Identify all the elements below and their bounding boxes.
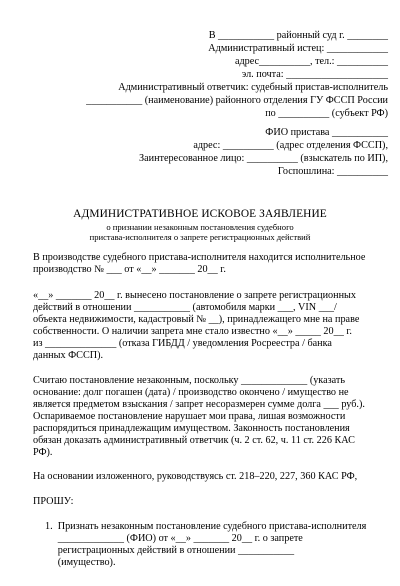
paragraph-3-line-5: распорядиться принадлежащим имуществом. Законность постановления [33, 423, 350, 434]
plaintiff-line: Административный истец: ____________ [208, 43, 388, 54]
bailiff-address-line: адрес: __________ (адрес отделения ФССП), [193, 140, 388, 151]
bailiff-name-line: ФИО пристава ___________ [265, 127, 388, 138]
paragraph-1-line-2: производство № ___ от «__» _______ 20__ г. [33, 264, 226, 275]
paragraph-1-line-1: В производстве судебного пристава-исполнителя находится исполнительное [33, 252, 366, 263]
paragraph-3-line-4: Оспариваемое постановление нарушает мои права, лишая возможности [33, 411, 346, 422]
paragraph-3-line-2: основание: долг погашен (дата) / производство окончено / имущество не [33, 387, 349, 398]
paragraph-3-line-1: Считаю постановление незаконным, поскольку _____________ (указать [33, 375, 346, 386]
document-subtitle-2: пристава-исполнителя о запрете регистрационных действий [89, 232, 311, 242]
defendant-department-line: ___________ (наименование) районного отделения ГУ ФССП России [86, 95, 388, 106]
state-fee-line: Госпошлина: __________ [277, 166, 388, 177]
paragraph-2-line-4: собственности. О наличии запрета мне стало известно «__» _____ 20__ г. [33, 326, 352, 337]
request-item-1-line-4: (имущество). [45, 557, 116, 568]
paragraph-3-line-7: РФ). [33, 447, 53, 458]
interested-party-line: Заинтересованное лицо: __________ (взыскатель по ИП), [139, 153, 388, 164]
paragraph-2-line-1: «__» _______ 20__ г. вынесено постановление о запрете регистрационных [33, 290, 356, 301]
document-title: АДМИНИСТРАТИВНОЕ ИСКОВОЕ ЗАЯВЛЕНИЕ [73, 208, 327, 220]
plaintiff-email-line: эл. почта: ____________________ [241, 69, 388, 80]
request-item-1-line-1: 1. Признать незаконным постановление судебного пристава-исполнителя [45, 521, 367, 532]
paragraph-3-line-6: обязан доказать административный ответчик (ч. 2 ст. 62, ч. 11 ст. 226 КАС [33, 435, 355, 446]
defendant-region-line: по __________ (субъект РФ) [265, 108, 388, 119]
document-subtitle-1: о признании незаконным постановления судебного [106, 222, 294, 232]
request-heading: ПРОШУ: [33, 496, 74, 507]
court-line: В ___________ районный суд г. ________ [208, 30, 388, 41]
paragraph-3-line-3: является предметом взыскания / запрет несоразмерен сумме долга ___ руб.). [33, 399, 365, 410]
request-item-1-line-3: регистрационных действий в отношении ___________ [45, 545, 295, 556]
paragraph-2-line-2: действий в отношении ___________ (автомобиля марки ___, VIN ___/ [33, 302, 337, 313]
paragraph-4: На основании изложенного, руководствуясь ст. 218–220, 227, 360 КАС РФ, [33, 471, 358, 482]
request-item-1-line-2: _____________ (ФИО) от «__» _______ 20__ г. о запрете [45, 533, 303, 544]
paragraph-2-line-3: объекта недвижимости, кадастровый № __), принадлежащего мне на праве [33, 314, 360, 325]
plaintiff-address-line: адрес__________, тел.: __________ [234, 56, 388, 67]
defendant-line: Административный ответчик: судебный пристав-исполнитель [118, 82, 388, 93]
paragraph-2-line-5: из ______________ (отказа ГИБДД / уведомления Росреестра / банка [33, 338, 332, 349]
paragraph-2-line-6: данных ФССП). [33, 350, 104, 361]
